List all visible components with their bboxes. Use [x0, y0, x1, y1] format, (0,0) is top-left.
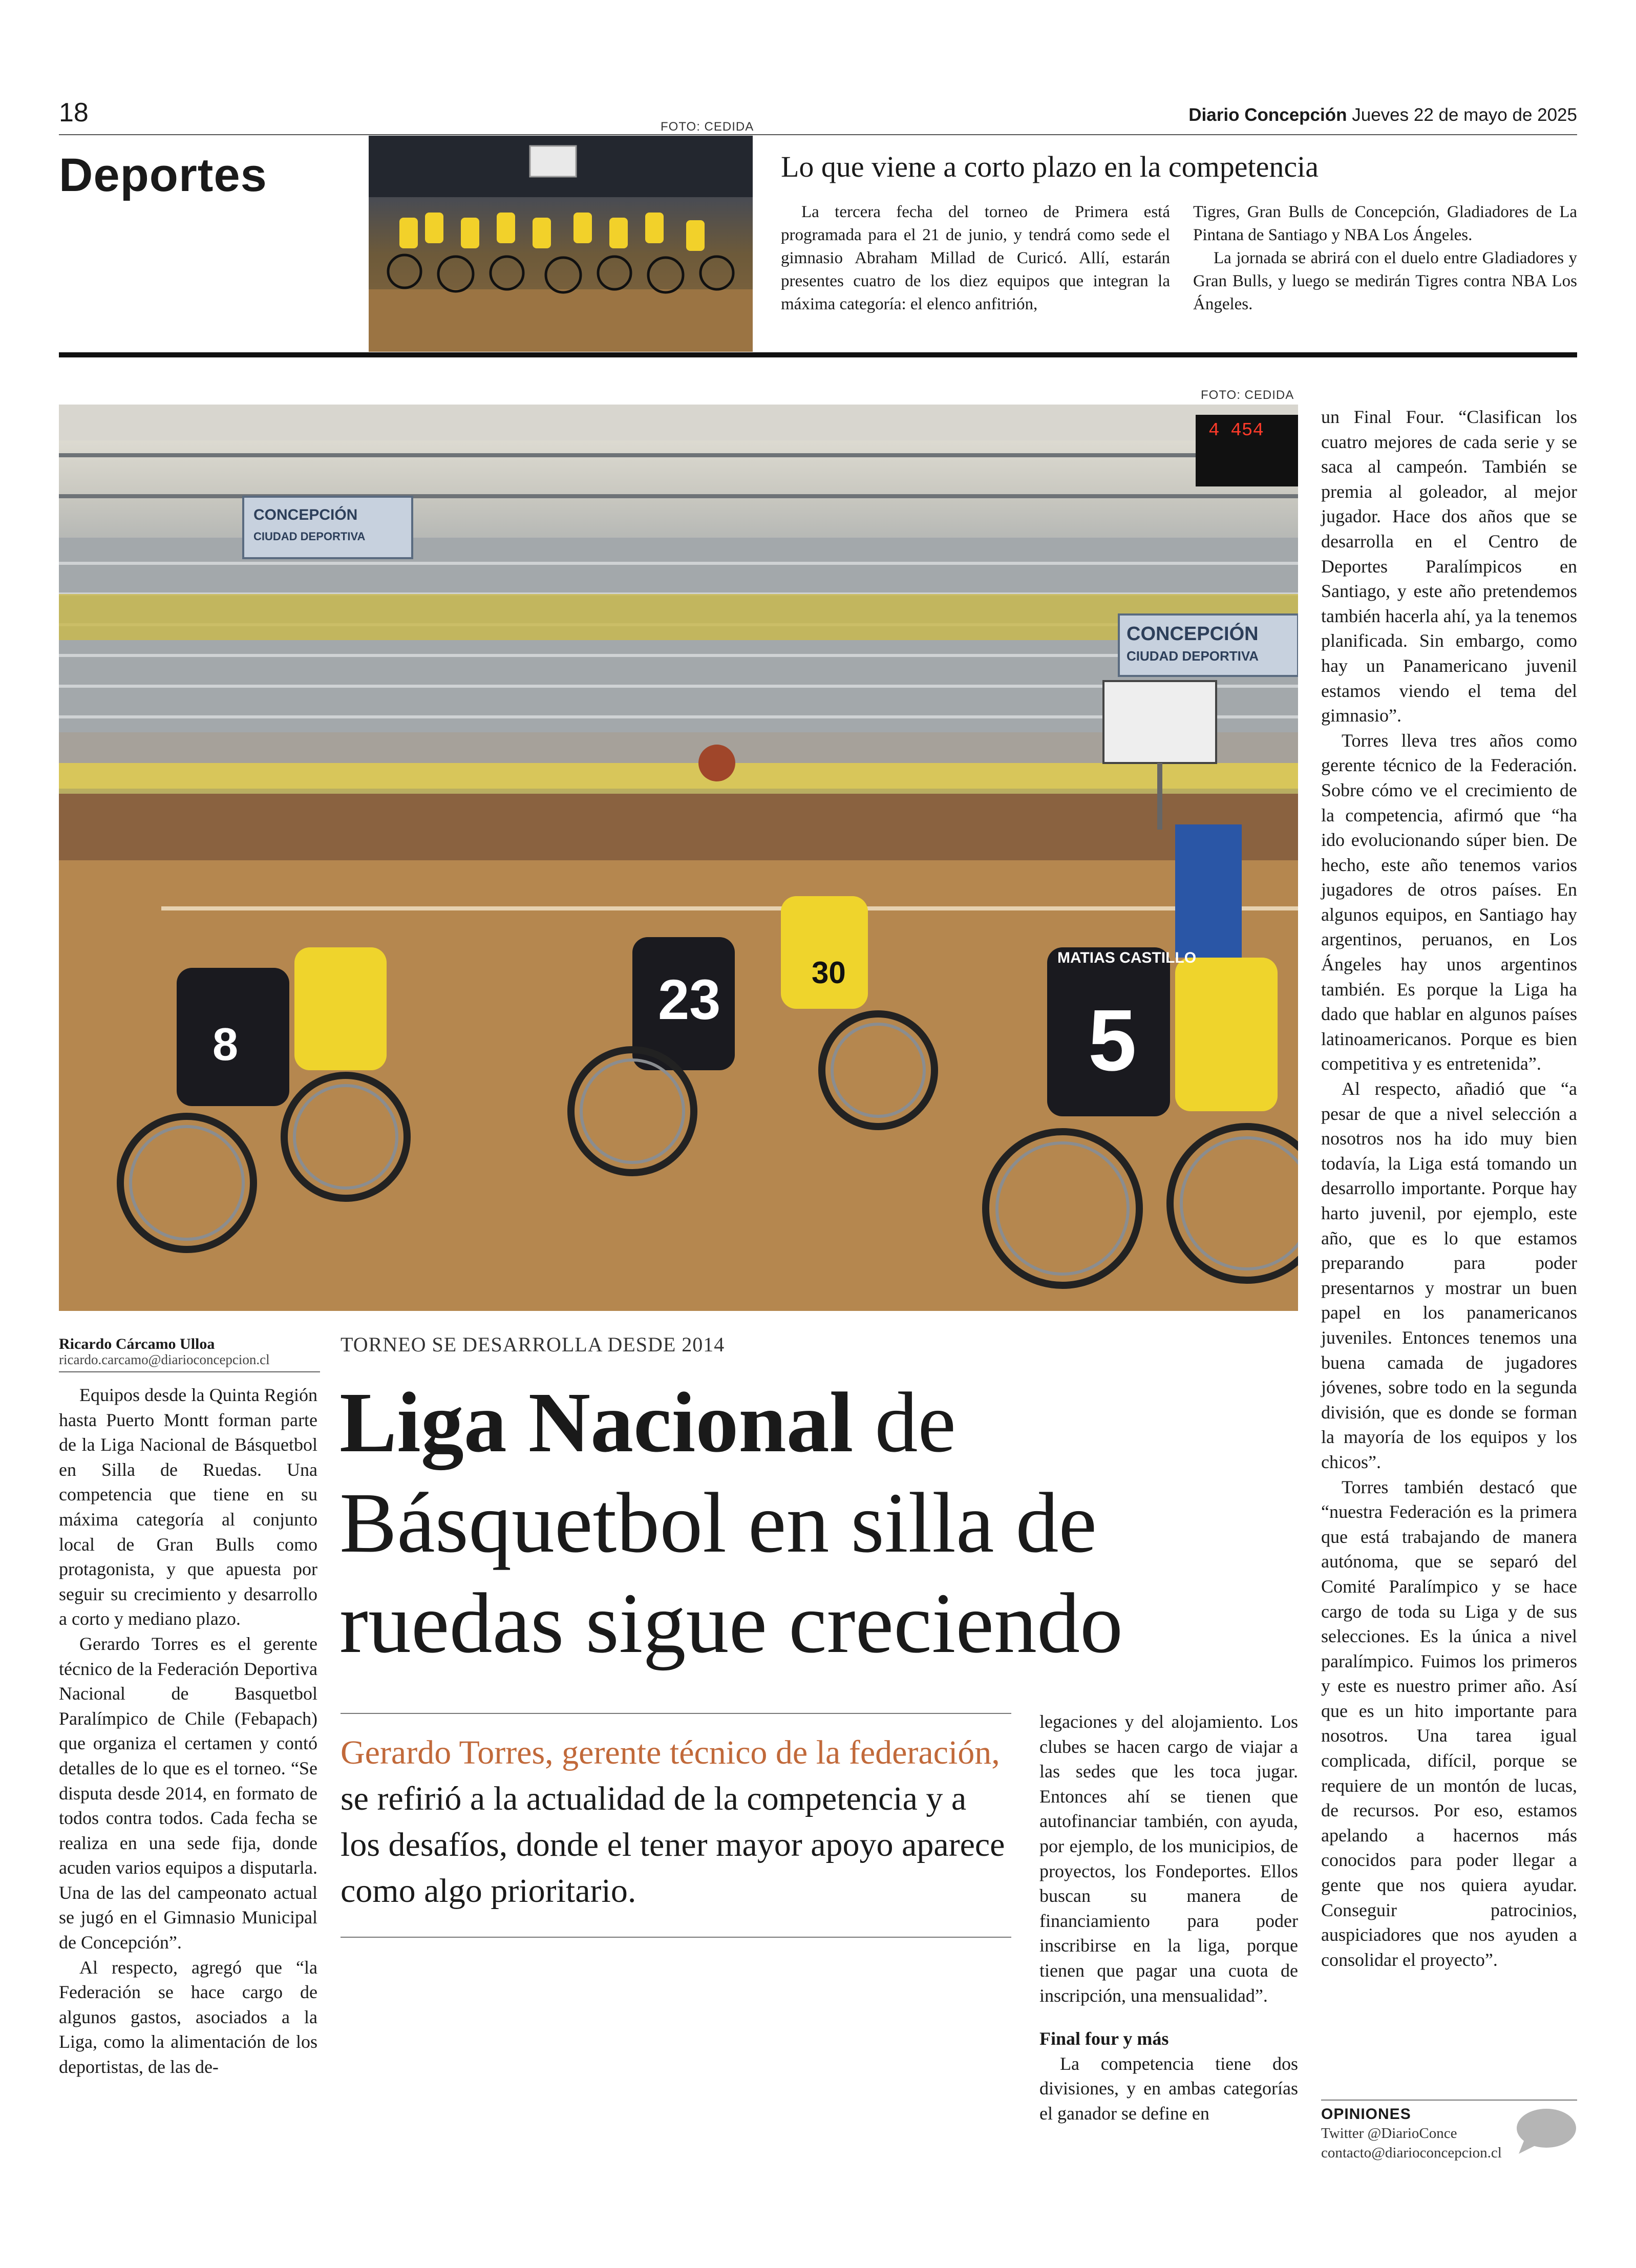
lead-text: se refirió a la actualidad de la competencia y a los desafíos, donde el tener mayor apoyo aparece como algo prioritario.	[341, 1780, 1005, 1910]
article-column-2	[1039, 1709, 1298, 2126]
top-story-col-1	[781, 201, 1170, 316]
opinions-twitter[interactable]: Twitter @DiarioConce	[1321, 2125, 1457, 2142]
byline-author: Ricardo Cárcamo Ulloa	[59, 1336, 215, 1352]
top-story-paragraph-1: La tercera fecha del torneo de Primera está programada para el 21 de junio, y tendrá como sede el gimnasio Abraham Millad de Curicó. Allí, estarán presentes cuatro de los diez equipos que integran la máxima categoría: el elenco anfitrión,	[781, 203, 1170, 313]
team-photo-graphic	[369, 136, 753, 352]
column-1-paragraph-1: Equipos desde la Quinta Región hasta Puerto Montt forman parte de la Liga Nacional de Básquetbol en Silla de Ruedas. Una competencia que tiene en su máxima categoría al conjunto local de Gran Bulls como protagonista, y que apuesta por seguir su crecimiento y desarrollo a corto y mediano plazo.	[59, 1385, 317, 1629]
top-story-title: Lo que viene a corto plazo en la competencia	[781, 150, 1319, 183]
jersey-number-30: 30	[812, 956, 846, 990]
article-column-3	[1321, 405, 1577, 1972]
team-photo	[369, 136, 753, 352]
jersey-number-23: 23	[658, 968, 721, 1031]
main-photo-credit: FOTO: CEDIDA	[1201, 388, 1294, 402]
banner-text-2b: CIUDAD DEPORTIVA	[1127, 648, 1259, 664]
headline-line-2: Básquetbol en silla de	[339, 1475, 1097, 1571]
jersey-number-8: 8	[213, 1019, 239, 1070]
opinions-email[interactable]: contacto@diarioconcepcion.cl	[1321, 2145, 1502, 2161]
lead-top-rule	[341, 1713, 1011, 1714]
opinions-rule	[1321, 2100, 1577, 2101]
column-3-paragraph-3: Al respecto, añadió que “a pesar de que a nivel selección a nosotros nos ha ido muy bien todavía, la Liga está tomando un desarrollo importante. Porque hay harto juvenil, por ejemplo, este año, que es lo que estamos preparando para poder presentarnos y mostrar un buen papel en los panamericanos juveniles. Entonces tenemos una buena camada de jugadores jóvenes, sobre todo en la segunda división, que es donde se forman la mayoría de los equipos y los chicos”.	[1321, 1078, 1577, 1472]
jersey-number-5: 5	[1088, 992, 1137, 1089]
lead-bottom-rule	[341, 1937, 1011, 1938]
banner-text-2: CONCEPCIÓN	[1127, 623, 1259, 645]
section-divider-rule	[59, 352, 1577, 357]
top-story-paragraph-2: Tigres, Gran Bulls de Concepción, Gladiadores de La Pintana de Santiago y NBA Los Ángeles.	[1193, 203, 1577, 244]
top-story-paragraph-3: La jornada se abrirá con el duelo entre Gladiadores y Gran Bulls, y luego se medirán Tigres contra NBA Los Ángeles.	[1193, 249, 1577, 313]
article-kicker: TORNEO SE DESARROLLA DESDE 2014	[341, 1333, 725, 1356]
column-2-paragraph-1: legaciones y del alojamiento. Los clubes se hacen cargo de viajar a las sedes que les toca jugar. Entonces ahí se tienen que autofinanciar también, con ayuda, por ejemplo, de los municipios, de proyectos, los Fondeportes. Ellos buscan su manera de financiamiento para poder inscribirse en la liga, porque tienen que pagar una cuota de inscripción, una mensualidad”.	[1039, 1711, 1298, 2006]
article-column-1	[59, 1383, 317, 2080]
byline-email: ricardo.carcamo@diarioconcepcion.cl	[59, 1352, 270, 1367]
banner-text-1b: CIUDAD DEPORTIVA	[253, 530, 366, 543]
top-photo-credit: FOTO: CEDIDA	[661, 120, 754, 134]
headline-bold: Liga Nacional	[339, 1375, 854, 1470]
masthead-line	[1188, 105, 1577, 125]
column-1-paragraph-3: Al respecto, agregó que “la Federación se hace cargo de algunos gastos, asociados a la Liga, como la alimentación de los deportistas, de las de-	[59, 1957, 317, 2078]
speech-bubble-icon	[1515, 2108, 1577, 2155]
header-rule	[59, 134, 1577, 135]
section-title: Deportes	[59, 149, 267, 201]
gym-scene-graphic	[59, 405, 1298, 1311]
jersey-name: MATIAS CASTILLO	[1057, 949, 1197, 966]
column-2-subhead: Final four y más	[1039, 2028, 1169, 2049]
banner-text-1: CONCEPCIÓN	[253, 506, 358, 523]
top-story-col-2	[1193, 201, 1577, 316]
page-number: 18	[59, 98, 89, 128]
column-3-paragraph-2: Torres lleva tres años como gerente técnico de la Federación. Sobre cómo ve el crecimiento de la competencia, afirmó que “ha ido evolucionando súper bien. De hecho, este año tenemos varios jugadores de otros países. En algunos equipos, en Santiago hay argentinos, peruanos, en Los Ángeles hay unos argentinos también. Es porque la Liga ha dado que hablar en algunos países latinoamericanos. Porque es bien competitiva y es entretenida”.	[1321, 730, 1577, 1074]
scoreboard-text: 4 454	[1208, 420, 1264, 441]
publication-name: Diario Concepción	[1188, 105, 1347, 125]
column-3-paragraph-4: Torres también destacó que “nuestra Federación es la primera que está trabajando de manera autónoma, que se separó del Comité Paralímpico y se hace cargo de toda su Liga y de sus selecciones. Es la única a nivel paralímpico. Fuimos los primeros y este es nuestro primer año. Así que es un hito importante para nosotros. Una tarea igual complicada, difícil, porque se requiere de un montón de lucas, de recursos. Por eso, estamos apelando a hacernos más conocidos para poder llegar a gente que nos quiera ayudar. Conseguir patrocinios, auspiciadores que nos ayuden a consolidar el proyecto”.	[1321, 1476, 1577, 1970]
column-2-paragraph-2: La competencia tiene dos divisiones, y en ambas categorías el ganador se define en	[1039, 2053, 1298, 2124]
issue-date: Jueves 22 de mayo de 2025	[1352, 105, 1577, 125]
opinions-label: OPINIONES	[1321, 2106, 1411, 2123]
column-3-paragraph-1: un Final Four. “Clasifican los cuatro mejores de cada serie y se saca al campeón. También se premia al goleador, al mejor jugador. Hace dos años que se desarrolla en el Centro de Deportes Paralímpicos en Santiago, y este año pretendemos también hacerla ahí, ya la tenemos planificada. Sin embargo, como hay un Panamericano juvenil estamos viendo el tema del gimnasio”.	[1321, 407, 1577, 726]
article-lead	[341, 1730, 1011, 1914]
column-1-paragraph-2: Gerardo Torres es el gerente técnico de la Federación Deportiva Nacional de Basquetbol Paralímpico de Chile (Febapach) que organiza el certamen y contó detalles de lo que es el torneo. “Se disputa desde 2014, en formato de todos contra todos. Cada fecha se realiza en una sede fija, donde acuden varios equipos a disputarla. Una de las del campeonato actual se jugó en el Gimnasio Municipal de Concepción”.	[59, 1633, 317, 1953]
main-photo	[59, 405, 1298, 1311]
headline-line-3: ruedas sigue creciendo	[339, 1576, 1123, 1671]
headline-rest: de	[853, 1375, 956, 1470]
lead-highlight: Gerardo Torres, gerente técnico de la federación,	[341, 1734, 1000, 1771]
byline-rule	[59, 1371, 320, 1372]
article-headline	[339, 1372, 1123, 1673]
